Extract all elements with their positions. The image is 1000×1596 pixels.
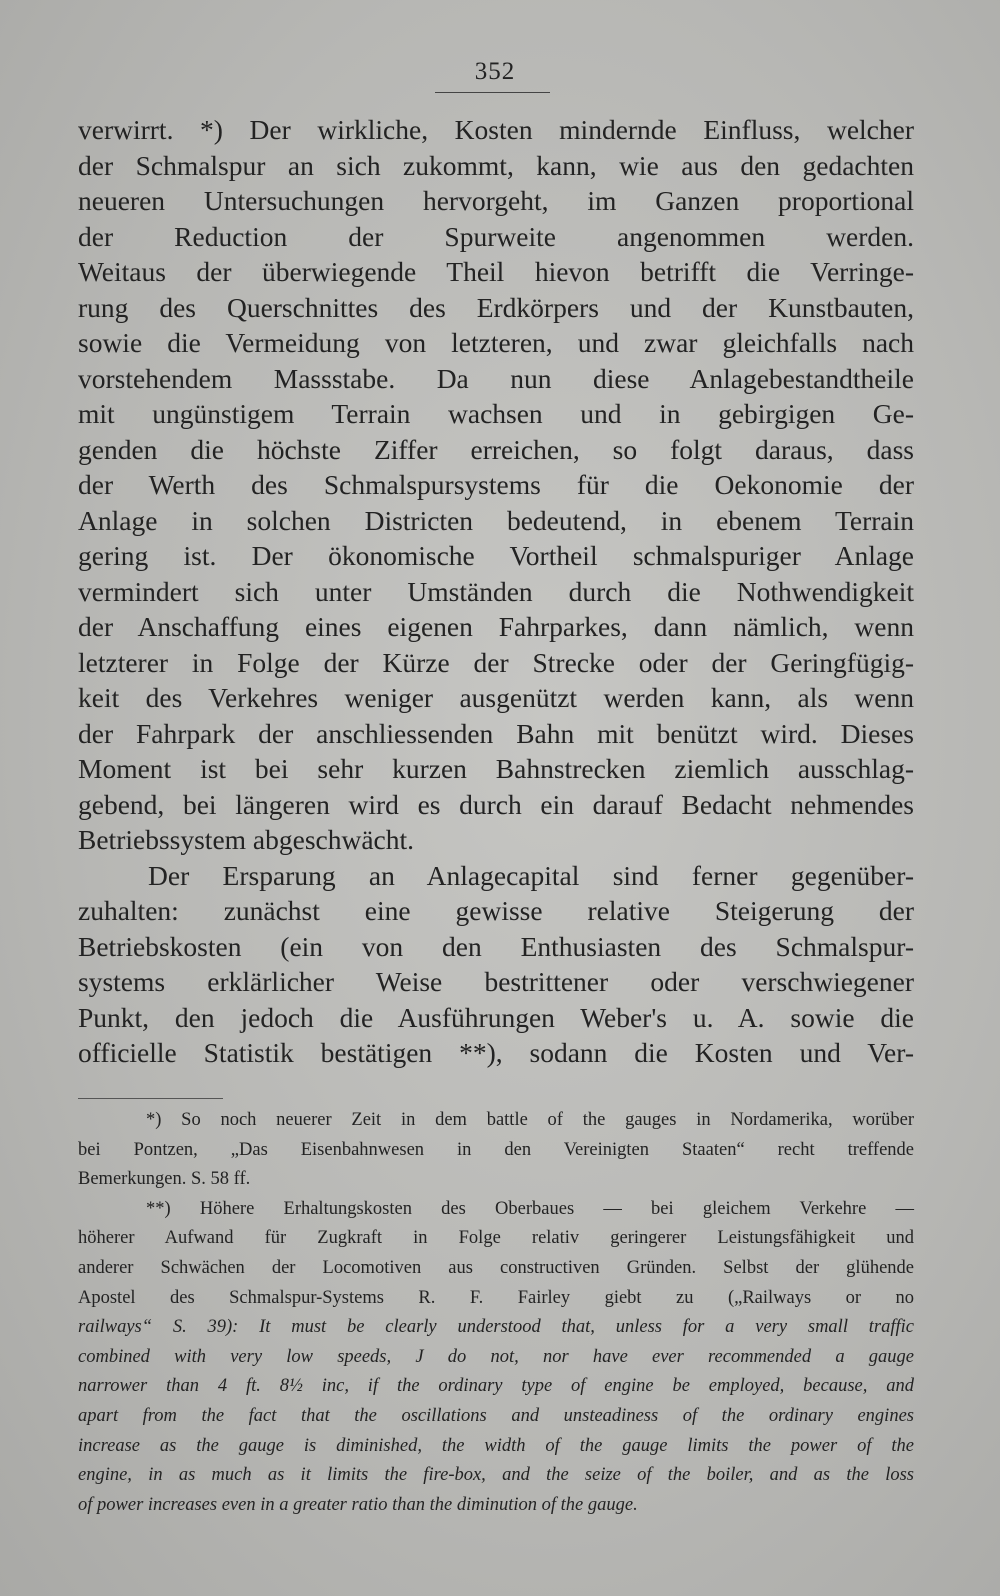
footnotes	[78, 1106, 914, 1520]
body-line: genden die höchste Ziffer erreichen, so folgt daraus, dass	[78, 433, 914, 465]
body-line: der Werth des Schmalspursystems für die Oekonomie der	[78, 469, 914, 500]
footnote-line: apart from the fact that the oscillations and unsteadiness of the ordinary engines	[78, 1405, 914, 1426]
body-line: Betriebssystem abgeschwächt.	[78, 824, 415, 855]
page-number: 352	[474, 58, 516, 85]
body-line: officielle Statistik bestätigen **), sodann die Kosten und Ver-	[78, 1037, 914, 1068]
body-line: der Schmalspur an sich zukommt, kann, wie aus den gedachten	[78, 149, 914, 181]
body-line: gebend, bei längeren wird es durch ein darauf Bedacht nehmendes	[78, 788, 914, 820]
footnote-line: **) Höhere Erhaltungskosten des Oberbaues — bei gleichem Verkehre —	[146, 1198, 914, 1219]
body-line: der Anschaffung eines eigenen Fahrparkes, dann nämlich, wenn	[78, 611, 914, 642]
body-line: der Reduction der Spurweite angenommen werden.	[78, 220, 914, 252]
body-line: verwirrt. *) Der wirkliche, Kosten mindernde Einfluss, welcher	[78, 114, 914, 145]
footnote-line: *) So noch neuerer Zeit in dem battle of the gauges in Nordamerika, worüber	[146, 1110, 914, 1130]
body-line: letzterer in Folge der Kürze der Strecke oder der Geringfügig-	[78, 646, 914, 678]
page-number-rule	[435, 92, 550, 93]
footnote-line: Apostel des Schmalspur-Systems R. F. Fairley giebt zu („Railways or no	[78, 1287, 914, 1308]
footnote-line: anderer Schwächen der Locomotiven aus constructiven Gründen. Selbst der glühende	[78, 1257, 914, 1278]
body-line: sowie die Vermeidung von letzteren, und zwar gleichfalls nach	[78, 327, 914, 358]
body-line: zuhalten: zunächst eine gewisse relative Steigerung der	[78, 895, 914, 926]
body-line: vermindert sich unter Umständen durch die Nothwendigkeit	[78, 575, 914, 607]
body-line: rung des Querschnittes des Erdkörpers und der Kunstbauten,	[78, 291, 914, 323]
footnote-line: railways“ S. 39): It must be clearly understood that, unless for a very small traffic	[78, 1317, 914, 1338]
body-line: Weitaus der überwiegende Theil hievon betrifft die Verringe-	[78, 256, 914, 287]
body-line: Anlage in solchen Districten bedeutend, in ebenem Terrain	[78, 504, 914, 536]
footnote-line: bei Pontzen, „Das Eisenbahnwesen in den Vereinigten Staaten“ recht treffende	[78, 1139, 914, 1160]
body-line: Der Ersparung an Anlagecapital sind ferner gegenüber-	[148, 859, 914, 891]
body-line: keit des Verkehres weniger ausgenützt werden kann, als wenn	[78, 682, 914, 713]
body-line: Betriebskosten (ein von den Enthusiasten des Schmalspur-	[78, 930, 914, 962]
body-line: systems erklärlicher Weise bestrittener oder verschwiegener	[78, 966, 914, 997]
footnote-line: engine, in as much as it limits the fire-box, and the seize of the boiler, and as the loss	[78, 1465, 914, 1486]
footnote-line: Bemerkungen. S. 58 ff.	[78, 1169, 251, 1190]
footnote-line: of power increases even in a greater ratio than the diminution of the gauge.	[78, 1494, 638, 1515]
footnote-line: narrower than 4 ft. 8½ inc, if the ordinary type of engine be employed, because, and	[78, 1376, 914, 1397]
body-line: mit ungünstigem Terrain wachsen und in gebirgigen Ge-	[78, 398, 914, 429]
footnote-line: höherer Aufwand für Zugkraft in Folge relativ geringerer Leistungsfähigkeit und	[78, 1228, 914, 1249]
body-line: vorstehendem Massstabe. Da nun diese Anlagebestandtheile	[78, 362, 914, 394]
footnote-line: increase as the gauge is diminished, the width of the gauge limits the power of the	[78, 1435, 914, 1456]
body-line: der Fahrpark der anschliessenden Bahn mit benützt wird. Dieses	[78, 717, 914, 749]
body-line: Moment ist bei sehr kurzen Bahnstrecken ziemlich ausschlag-	[78, 753, 914, 784]
body-line: Punkt, den jedoch die Ausführungen Weber's u. A. sowie die	[78, 1001, 914, 1033]
footnote-separator	[78, 1098, 223, 1099]
body-text	[78, 112, 914, 1071]
body-line: gering ist. Der ökonomische Vortheil schmalspuriger Anlage	[78, 540, 914, 571]
footnote-line: combined with very low speeds, J do not, nor have ever recommended a gauge	[78, 1346, 914, 1367]
body-line: neueren Untersuchungen hervorgeht, im Ganzen proportional	[78, 185, 914, 216]
